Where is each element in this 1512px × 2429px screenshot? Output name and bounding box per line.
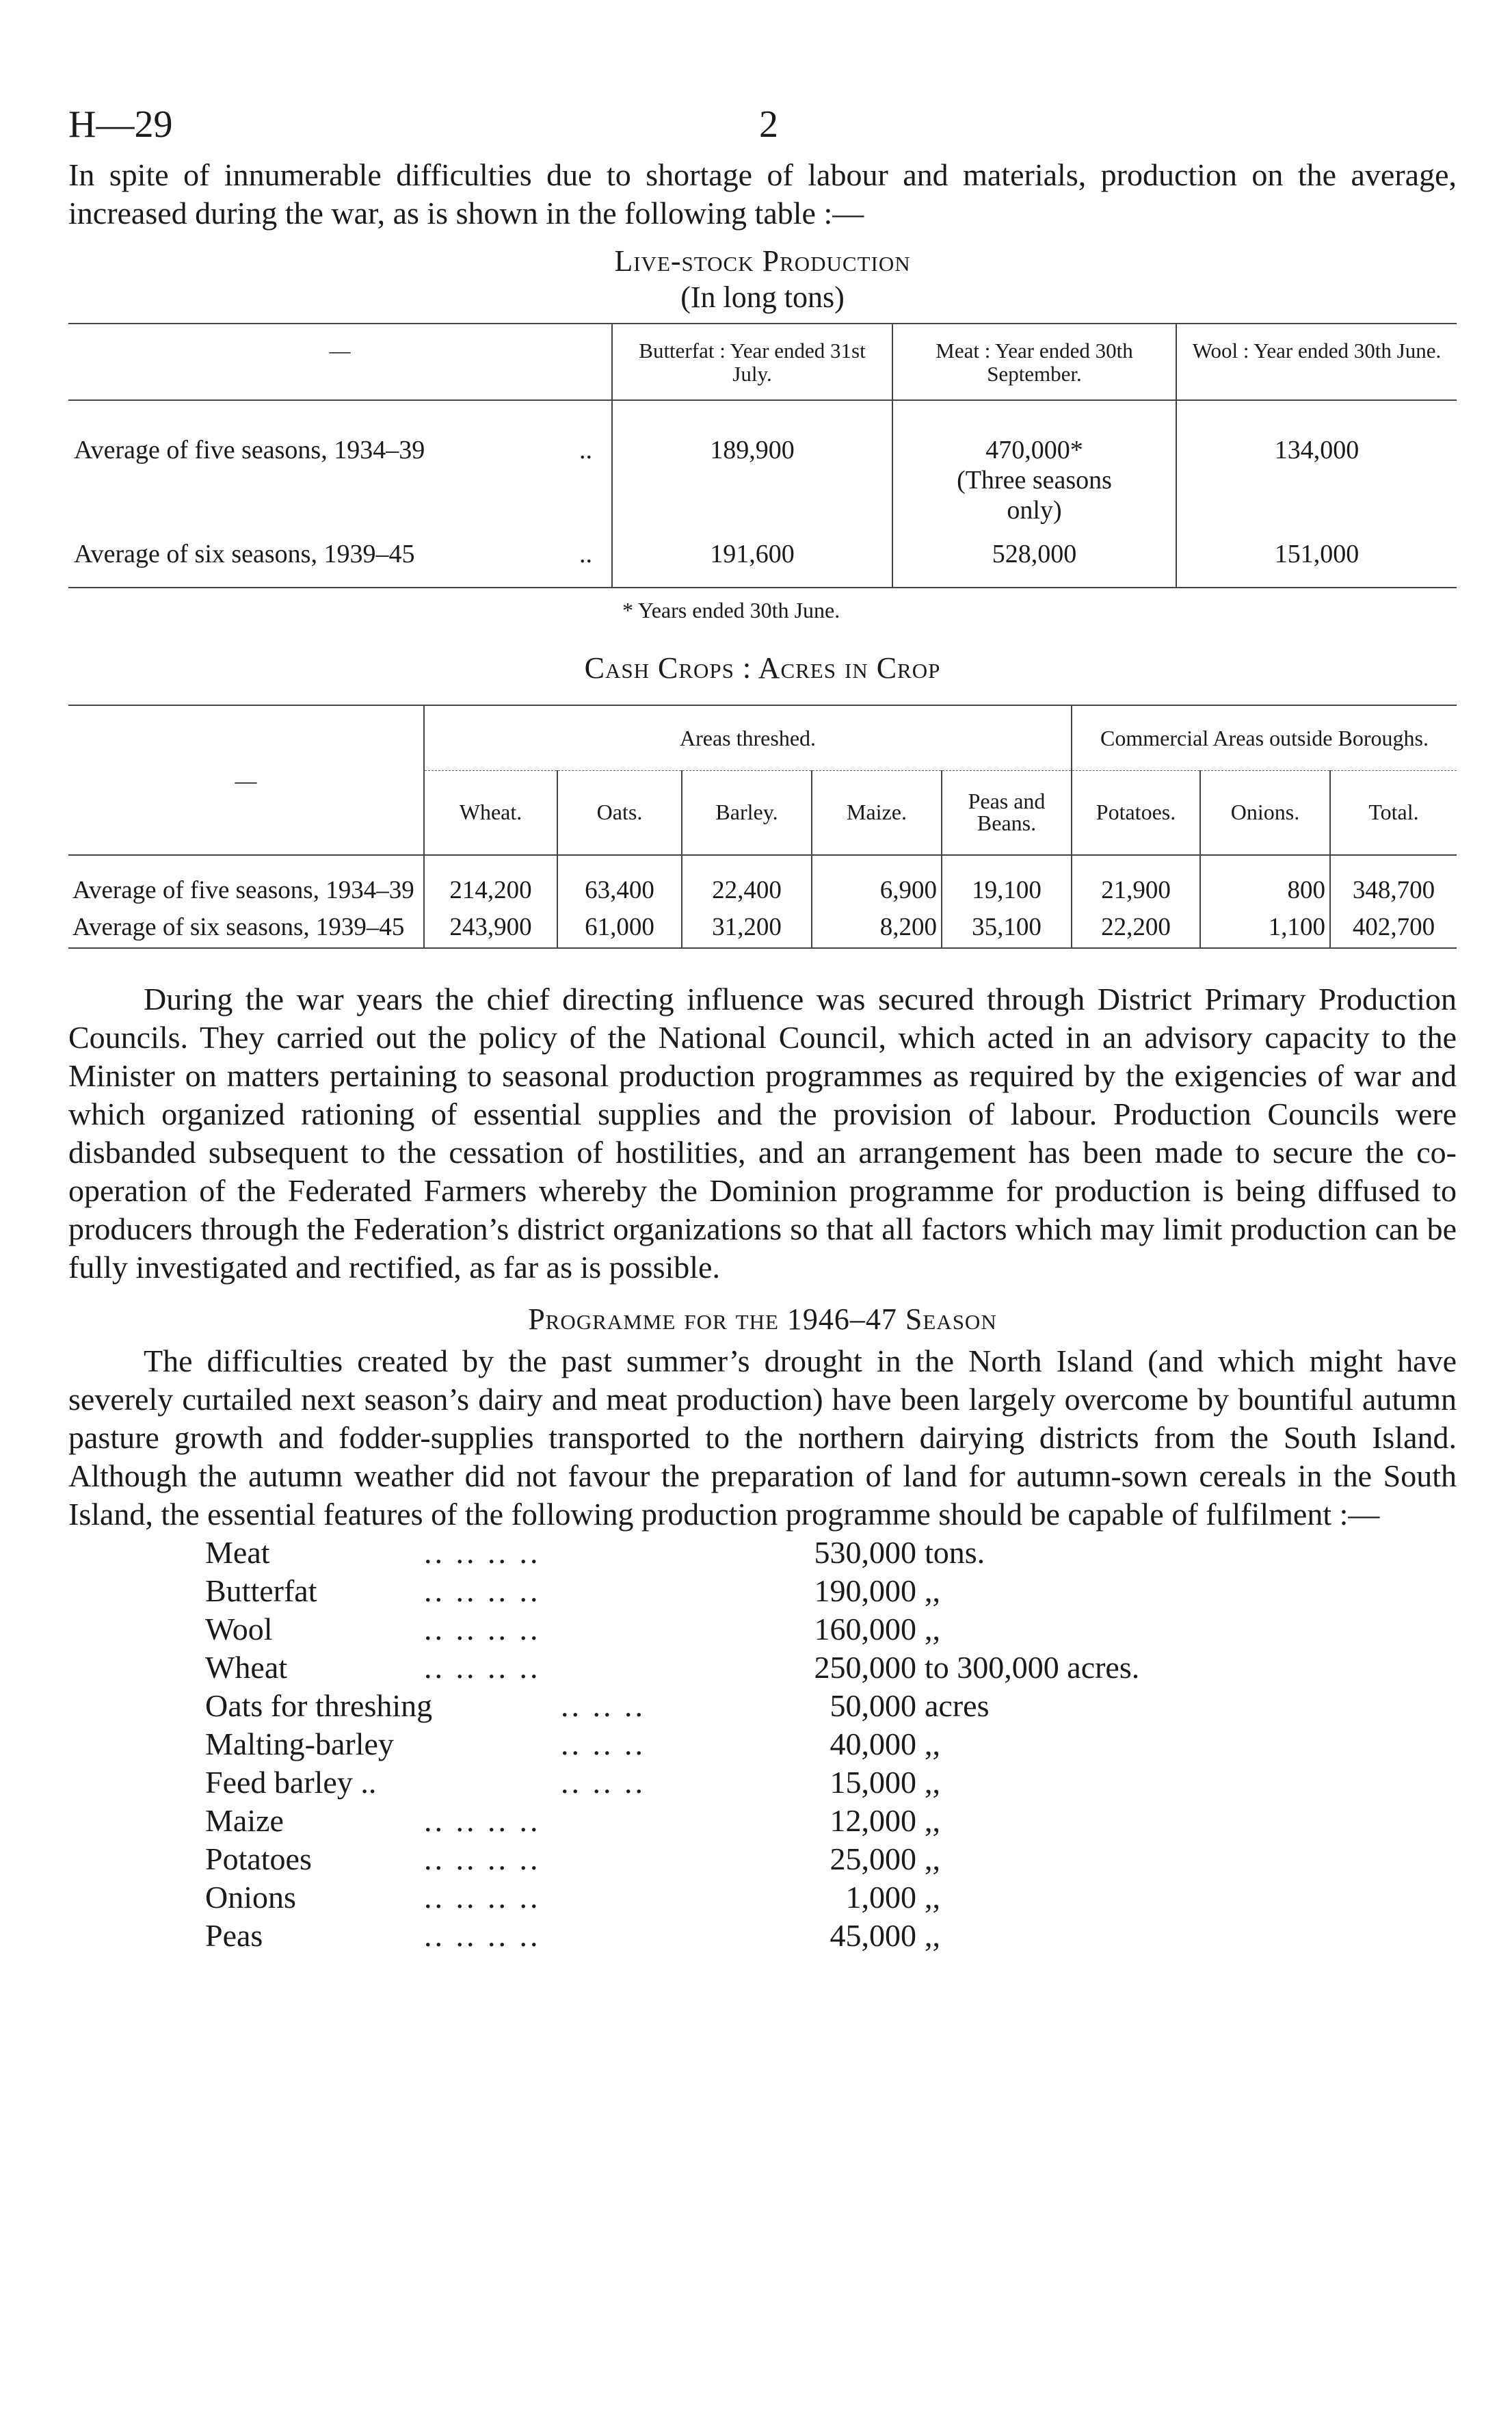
col-total: Total. bbox=[1330, 771, 1457, 856]
col-oats: Oats. bbox=[557, 771, 682, 856]
butterfat-value: 191,600 bbox=[612, 525, 892, 588]
meat-value: 470,000* bbox=[985, 436, 1083, 464]
leader-dots: .. .. .. bbox=[561, 1688, 646, 1723]
wheat-value: 214,200 bbox=[424, 855, 557, 905]
maize-value: 6,900 bbox=[812, 855, 942, 905]
list-item bbox=[205, 1610, 1457, 1649]
page-header bbox=[68, 103, 1457, 150]
list-item bbox=[205, 1534, 1457, 1572]
row-label: Average of six seasons, 1939–45 bbox=[68, 905, 424, 948]
item-quantity: 45,000 bbox=[830, 1918, 916, 1953]
item-name: Wheat bbox=[205, 1650, 288, 1685]
table-row bbox=[68, 855, 1457, 905]
item-unit: ,, bbox=[925, 1612, 940, 1646]
leader-dots: .. bbox=[579, 436, 592, 464]
wool-value: 151,000 bbox=[1176, 525, 1457, 588]
col-barley: Barley. bbox=[682, 771, 812, 856]
item-unit: to 300,000 acres. bbox=[925, 1650, 1140, 1685]
item-quantity: 160,000 bbox=[814, 1612, 916, 1646]
peas-beans-value: 35,100 bbox=[942, 905, 1072, 948]
butterfat-value: 189,900 bbox=[612, 400, 892, 525]
item-name: Feed barley .. bbox=[205, 1765, 377, 1800]
maize-value: 8,200 bbox=[812, 905, 942, 948]
table-row bbox=[68, 400, 1457, 525]
item-quantity: 1,000 bbox=[845, 1880, 916, 1915]
item-unit: ,, bbox=[925, 1841, 940, 1876]
row-label: Average of five seasons, 1934–39 bbox=[72, 876, 414, 904]
leader-dots: .. .. .. bbox=[561, 1726, 646, 1761]
col-maize: Maize. bbox=[812, 771, 942, 856]
barley-value: 22,400 bbox=[682, 855, 812, 905]
wheat-value: 243,900 bbox=[424, 905, 557, 948]
list-item bbox=[205, 1840, 1457, 1878]
table-row bbox=[68, 905, 1457, 948]
list-item bbox=[205, 1572, 1457, 1610]
oats-value: 63,400 bbox=[557, 855, 682, 905]
livestock-corner: — bbox=[68, 324, 612, 400]
item-name: Oats for threshing bbox=[205, 1688, 433, 1723]
item-name: Wool bbox=[205, 1612, 273, 1646]
row-label: Average of five seasons, 1934–39 bbox=[74, 436, 425, 464]
list-item bbox=[205, 1725, 1457, 1763]
onions-value: 800 bbox=[1200, 855, 1330, 905]
cash-crops-section bbox=[68, 651, 1457, 949]
meat-value: 528,000 bbox=[892, 525, 1176, 588]
item-unit: ,, bbox=[925, 1765, 940, 1800]
potatoes-value: 21,900 bbox=[1072, 855, 1200, 905]
programme-paragraph: The difficulties created by the past summer’s drought in the North Island (and which might have severely curtailed next season’s dairy and meat production) have been largely overcome by bountiful autumn pasture growth and fodder-supplies transported to the northern dairying districts from the South Island. Although the autumn weather did not favour the preparation of land for autumn-sown cereals in the South Island, the essential features of the following production programme should be capable of fulfilment :— bbox=[68, 1343, 1457, 1532]
livestock-header-row bbox=[68, 324, 1457, 400]
item-unit: ,, bbox=[925, 1918, 940, 1953]
leader-dots: .. .. .. .. bbox=[424, 1803, 541, 1838]
list-item bbox=[205, 1802, 1457, 1840]
group-areas-threshed: Areas threshed. bbox=[424, 705, 1072, 771]
item-quantity: 25,000 bbox=[830, 1841, 916, 1876]
total-value: 402,700 bbox=[1330, 905, 1457, 948]
col-meat: Meat : Year ended 30th September. bbox=[892, 324, 1176, 400]
list-item bbox=[205, 1687, 1457, 1725]
livestock-subtitle: (In long tons) bbox=[680, 280, 845, 314]
livestock-footnote: * Years ended 30th June. bbox=[622, 598, 840, 622]
onions-value: 1,100 bbox=[1200, 905, 1330, 948]
potatoes-value: 22,200 bbox=[1072, 905, 1200, 948]
item-quantity: 250,000 bbox=[814, 1650, 916, 1685]
leader-dots: .. bbox=[579, 540, 592, 568]
item-unit: ,, bbox=[925, 1573, 940, 1608]
table-row bbox=[68, 525, 1457, 588]
item-unit: ,, bbox=[925, 1880, 940, 1915]
item-name: Meat bbox=[205, 1535, 270, 1570]
page-number: 2 bbox=[759, 103, 778, 146]
item-quantity: 190,000 bbox=[814, 1573, 916, 1608]
cash-crops-corner: — bbox=[68, 705, 424, 855]
meat-note: (Three seasons only) bbox=[957, 466, 1112, 525]
col-potatoes: Potatoes. bbox=[1072, 771, 1200, 856]
page bbox=[68, 103, 1457, 1955]
war-years-paragraph: During the war years the chief directing influence was secured through District Primary Production Councils. They carried out the policy of the National Council, which acted in an advisory capacity to the Minister on matters pertaining to seasonal production programmes as required by the exigencies of war and which organized rationing of essential supplies and the provision of labour. Production Councils were disbanded subsequent to the cessation of hostilities, and an arrangement has been made to secure the co-operation of the Federated Farmers whereby the Dominion programme for production is being diffused to producers through the Federation’s district organizations so that all factors which may limit production can be fully investigated and rectified, as far as is possible. bbox=[68, 982, 1457, 1285]
leader-dots: .. .. .. bbox=[561, 1765, 646, 1800]
item-name: Onions bbox=[205, 1880, 296, 1915]
intro-paragraph: In spite of innumerable difficulties due to shortage of labour and materials, production on the average, increased during the war, as is shown in the following table :— bbox=[68, 157, 1457, 231]
item-quantity: 12,000 bbox=[830, 1803, 916, 1838]
item-unit: tons. bbox=[925, 1535, 985, 1570]
col-butterfat: Butterfat : Year ended 31st July. bbox=[612, 324, 892, 400]
cash-crops-group-row bbox=[68, 705, 1457, 771]
col-wheat: Wheat. bbox=[424, 771, 557, 856]
item-unit: ,, bbox=[925, 1726, 940, 1761]
group-commercial-areas: Commercial Areas outside Boroughs. bbox=[1072, 705, 1457, 771]
item-name: Maize bbox=[205, 1803, 284, 1838]
col-peas-beans: Peas and Beans. bbox=[942, 771, 1072, 856]
item-name: Potatoes bbox=[205, 1841, 312, 1876]
livestock-title: Live-stock Production bbox=[614, 244, 911, 278]
item-name: Butterfat bbox=[205, 1573, 317, 1608]
leader-dots: .. .. .. .. bbox=[424, 1880, 541, 1915]
leader-dots: .. .. .. .. bbox=[424, 1918, 541, 1953]
list-item bbox=[205, 1763, 1457, 1802]
leader-dots: .. .. .. .. bbox=[424, 1841, 541, 1876]
programme-list bbox=[205, 1534, 1457, 1955]
item-name: Malting-barley bbox=[205, 1726, 394, 1761]
item-name: Peas bbox=[205, 1918, 263, 1953]
leader-dots: .. .. .. .. bbox=[424, 1535, 541, 1570]
livestock-section bbox=[68, 244, 1457, 623]
item-quantity: 40,000 bbox=[830, 1726, 916, 1761]
barley-value: 31,200 bbox=[682, 905, 812, 948]
programme-title: Programme for the 1946–47 Season bbox=[528, 1302, 997, 1336]
leader-dots: .. .. .. .. bbox=[424, 1650, 541, 1685]
item-quantity: 15,000 bbox=[830, 1765, 916, 1800]
cash-crops-table bbox=[68, 705, 1457, 949]
col-wool: Wool : Year ended 30th June. bbox=[1176, 324, 1457, 400]
list-item bbox=[205, 1878, 1457, 1917]
peas-beans-value: 19,100 bbox=[942, 855, 1072, 905]
wool-value: 134,000 bbox=[1176, 400, 1457, 525]
leader-dots: .. .. .. .. bbox=[424, 1573, 541, 1608]
item-quantity: 530,000 bbox=[814, 1535, 916, 1570]
leader-dots: .. .. .. .. bbox=[424, 1612, 541, 1646]
row-label: Average of six seasons, 1939–45 bbox=[74, 540, 415, 568]
livestock-table bbox=[68, 323, 1457, 588]
list-item bbox=[205, 1649, 1457, 1687]
list-item bbox=[205, 1917, 1457, 1955]
col-onions: Onions. bbox=[1200, 771, 1330, 856]
item-unit: ,, bbox=[925, 1803, 940, 1838]
total-value: 348,700 bbox=[1330, 855, 1457, 905]
item-unit: acres bbox=[925, 1688, 990, 1723]
oats-value: 61,000 bbox=[557, 905, 682, 948]
document-code: H—29 bbox=[68, 103, 173, 146]
item-quantity: 50,000 bbox=[830, 1688, 916, 1723]
cash-crops-title: Cash Crops : Acres in Crop bbox=[584, 651, 941, 685]
